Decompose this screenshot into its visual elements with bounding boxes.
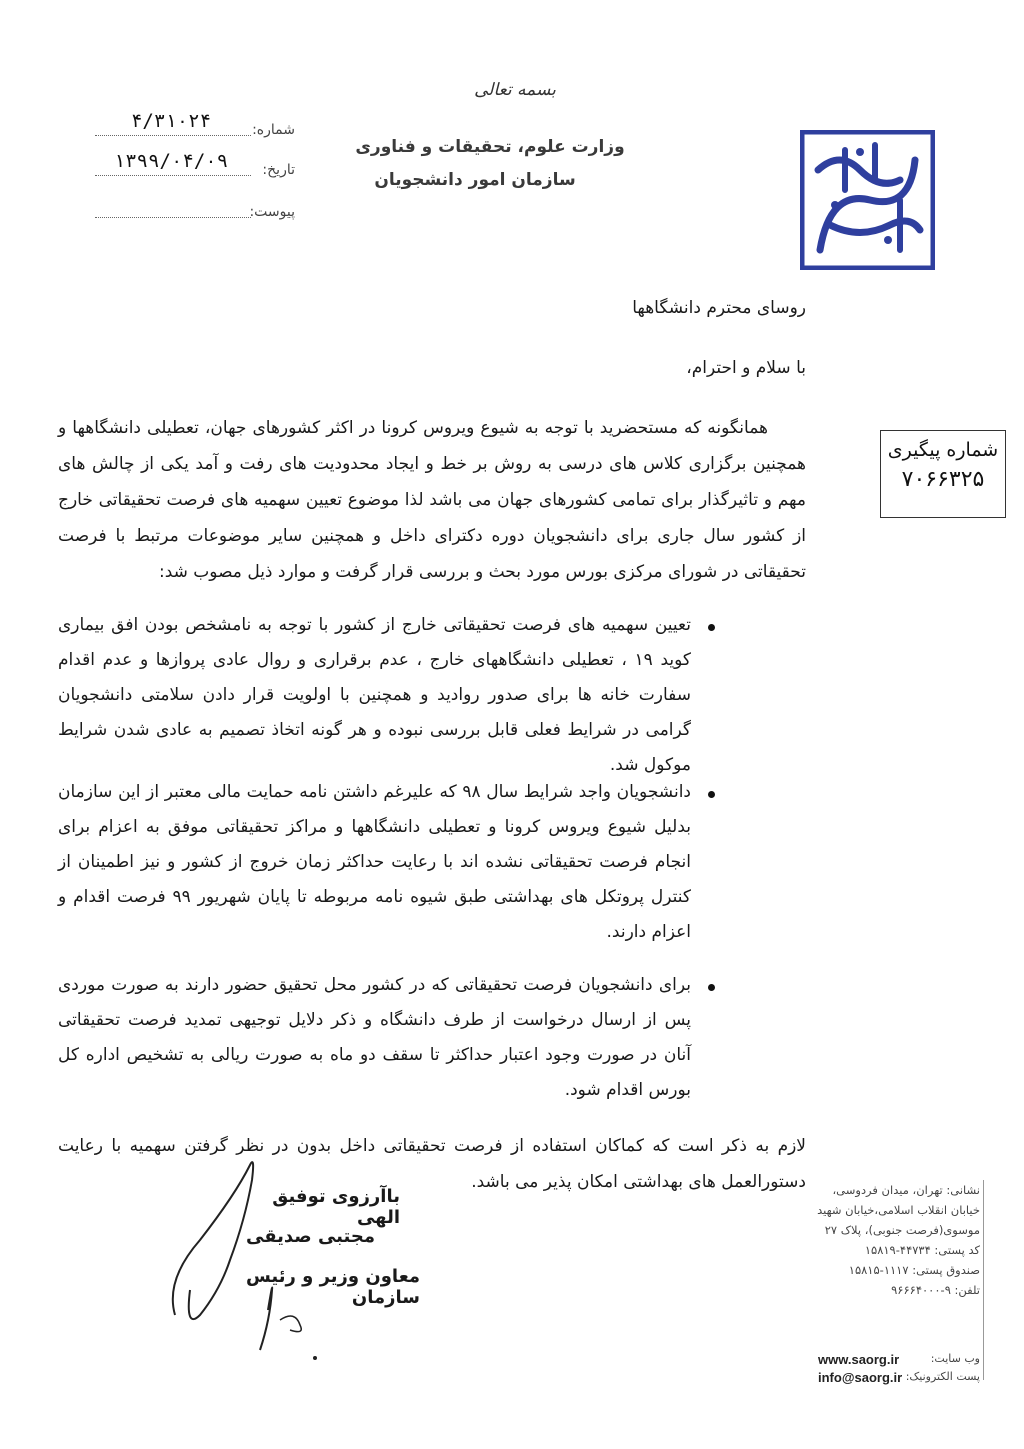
website-row [818,1352,980,1372]
letter-date-row [95,150,295,184]
signature-wish: باآرزوی توفیق الهی [272,1186,400,1228]
bullet-icon [708,791,715,798]
dotted-line [95,175,251,176]
handwritten-signature [160,1140,420,1370]
website-link[interactable]: www.saorg.ir [818,1352,900,1367]
list-item: دانشجویان واجد شرایط سال ۹۸ که علیرغم داشتن نامه حمایت مالی معتبر از این سازمان بدلیل شیوع ویروس کرونا و تعطیلی دانشگاهها و مراکز تحقیقاتی موفق به اعزام برای انجام فرصت تحقیقاتی نشده اند با رعایت حداکثر زمان خروج از کشور و نیز اطمینان از کنترل پروتکل های بهداشتی طبق شیوه نامه مربوطه تا پایان شهریور ۹۹ فرصت اقدام و اعزام دارند. [58,782,691,942]
email-row [818,1370,980,1390]
letter-attachment-label: پیوست: [249,204,295,220]
organization-name: سازمان امور دانشجویان [374,170,576,190]
closing-paragraph: لازم به ذکر است که کماکان استفاده از فرصت تحقیقاتی داخل بدون در نظر گرفتن سهمیه با رعایت دستورالعمل های بهداشتی امکان پذیر می باشد. [58,1136,806,1192]
letter-number-value: ۴/۳۱۰۲۴ [130,110,212,132]
signatory-title: معاون وزیر و رئیس سازمان [245,1266,420,1308]
list-item: برای دانشجویان فرصت تحقیقاتی که در کشور محل تحقیق حضور دارند به صورت موردی پس از ارسال درخواست از طرف دانشگاه و ذکر دلایل توجیهی تمدید فرصت تحقیقاتی آنان در صورت وجود اعتبار حداکثر تا سقف دو ماه به صورت ریالی به تشخیص اداره کل بورس اقدام شود. [58,975,691,1100]
bullet-icon [708,984,715,991]
letter-number-label: شماره: [252,122,295,138]
address-line: خیابان انقلاب اسلامی،خیابان شهید [817,1203,980,1217]
organization-logo [800,130,935,270]
salutation: روسای محترم دانشگاهها [632,298,806,318]
tracking-box [880,430,1006,518]
side-divider [983,1180,984,1380]
address-block [818,1180,980,1300]
dotted-line [95,217,251,218]
signatory-name: مجتبی صدیقی [245,1226,375,1247]
ministry-name: وزارت علوم، تحقیقات و فناوری [355,137,625,157]
bullet-icon [708,624,715,631]
phone-line: تلفن: ۹-۹۶۶۶۴۰۰۰ [891,1283,980,1297]
letter-date-value: ۱۳۹۹/۰۴/۰۹ [113,150,229,172]
po-box-line: صندوق پستی: ۱۱۱۷-۱۵۸۱۵ [848,1263,980,1277]
letter-date-label: تاریخ: [262,162,295,178]
tracking-number: ۷۰۶۶۳۲۵ [901,467,985,492]
postal-code-line: کد پستی: ۴۴۷۳۴-۱۵۸۱۹ [864,1243,980,1257]
dotted-line [95,135,251,136]
email-label: پست الکترونیک: [905,1370,980,1383]
letter-attachment-row [95,202,295,226]
tracking-label: شماره پیگیری [887,439,999,461]
address-line: موسوی(فرصت جنوبی)، پلاک ۲۷ [824,1223,980,1237]
intro-paragraph: همانگونه که مستحضرید با توجه به شیوع ویروس کرونا در اکثر کشورهای جهان، تعطیلی دانشگاهها و همچنین برگزاری کلاس های درسی به روش بر خط و ایجاد محدودیت های رفت و آمد یکی از چالش های مهم و تاثیرگذار برای تمامی کشورهای جهان می باشد لذا موضوع تعیین سهمیه های فرصت تحقیقاتی خارج از کشور سال جاری برای دانشجویان دوره دکترای داخل و همچنین سایر موضوعات مرتبط با فرصت تحقیقاتی در شورای مرکزی بورس مورد بحث و بررسی قرار گرفت و موارد ذیل مصوب شد: [58,418,806,582]
basmala-heading: بسمه تعالی [474,80,556,100]
address-line: نشانی: تهران، میدان فردوسی، [832,1183,980,1197]
greeting: با سلام و احترام، [686,358,806,378]
website-label: وب سایت: [930,1352,980,1365]
letter-number-row [95,110,295,144]
email-link[interactable]: info@saorg.ir [818,1370,903,1385]
list-item: تعیین سهمیه های فرصت تحقیقاتی خارج از کشور با توجه به نامشخص بودن افق بیماری کوید ۱۹ ، تعطیلی دانشگاههای خارج ، عدم برقراری و روال عادی پروازها و عدم اقدام سفارت خانه ها برای صدور روادید و همچنین با اولویت قرار دادن سلامتی دانشجویان گرامی در شرایط فعلی قابل بررسی نبوده و هر گونه اتخاذ تصمیم به عادی شدن شرایط موکول شد. [58,615,692,775]
